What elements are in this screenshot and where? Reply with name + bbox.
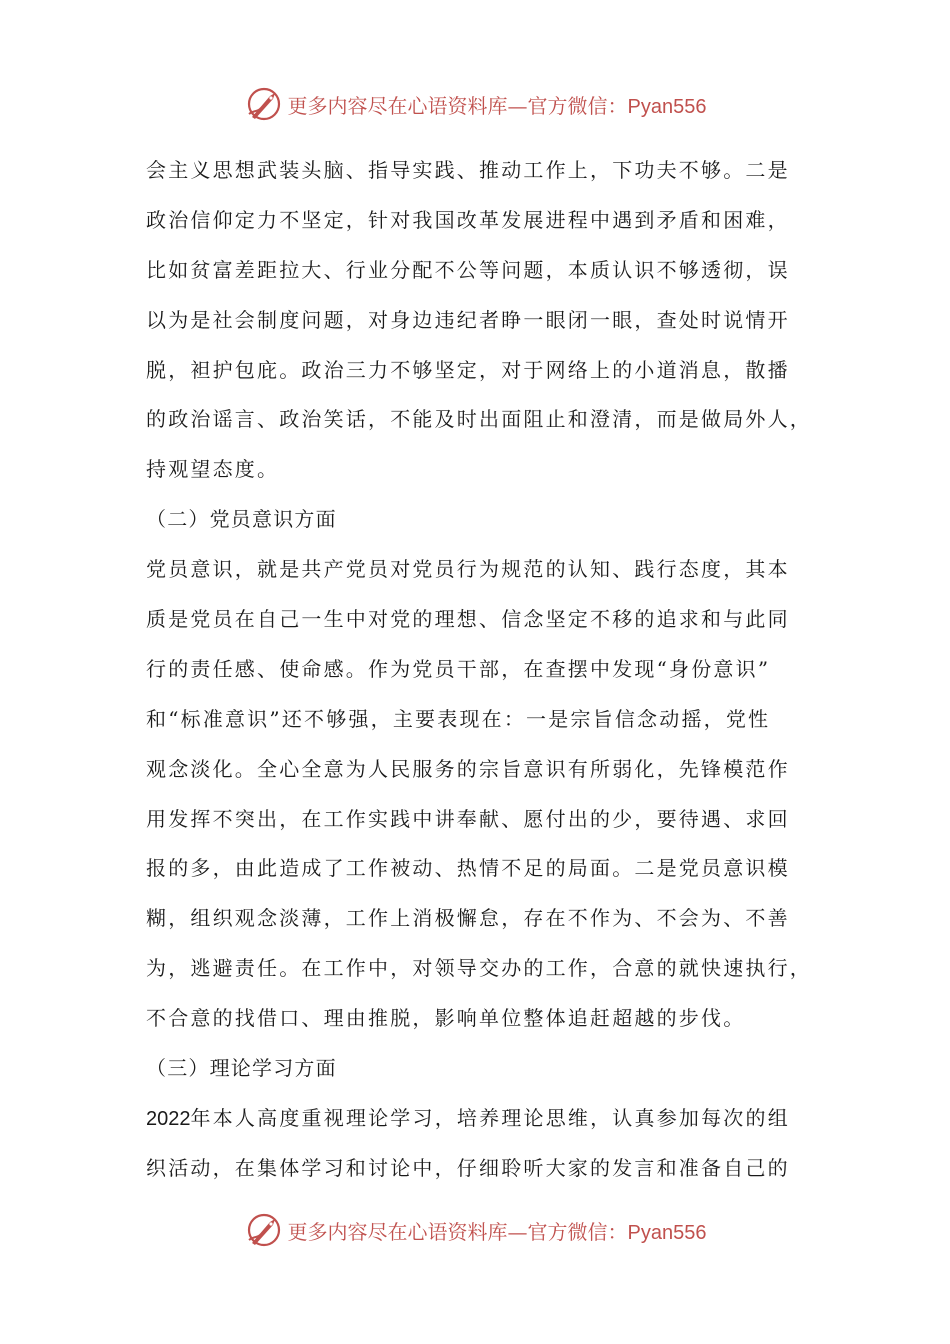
body-line: 质是党员在自己一生中对党的理想、信念坚定不移的追求和与此同: [146, 607, 790, 632]
body-line: 会主义思想武装头脑、指导实践、推动工作上，下功夫不够。二是: [146, 158, 790, 182]
body-line: 持观望态度。: [146, 457, 280, 482]
body-line: 脱，袒护包庇。政治三力不够坚定，对于网络上的小道消息，散播: [146, 357, 790, 382]
header-banner: [0, 82, 950, 126]
pen-nib-logo-icon: [244, 1210, 284, 1250]
footer-banner: [0, 1208, 950, 1252]
body-line: 党员意识，就是共产党员对党员行为规范的认知、践行态度，其本: [146, 557, 790, 582]
header-banner-text: 更多内容尽在心语资料库—官方微信：Pyan556: [287, 93, 707, 118]
body-line: 为，逃避责任。在工作中，对领导交办的工作，合意的就快速执行，: [146, 956, 812, 981]
body-line: 以为是社会制度问题，对身边违纪者睁一眼闭一眼，查处时说情开: [146, 307, 790, 332]
body-line: 报的多，由此造成了工作被动、热情不足的局面。二是党员意识模: [146, 856, 790, 881]
body-line-rest: 年本人高度重视理论学习，培养理论思维，认真参加每次的组: [190, 1105, 790, 1130]
body-line: 和“标准意识”还不够强，主要表现在：一是宗旨信念动摇，党性: [146, 706, 771, 731]
body-line: 用发挥不突出，在工作实践中讲奉献、愿付出的少，要待遇、求回: [146, 806, 790, 831]
year-text: 2022: [146, 1107, 191, 1130]
pen-nib-logo-icon: [244, 84, 284, 124]
body-line: 政治信仰定力不坚定，针对我国改革发展进程中遇到矛盾和困难，: [146, 207, 790, 232]
body-line: 不合意的找借口、理由推脱，影响单位整体追赶超越的步伐。: [146, 1006, 746, 1031]
body-line: 行的责任感、使命感。作为党员干部，在查摆中发现“身份意识”: [146, 656, 771, 681]
section-heading: （二）党员意识方面: [146, 507, 337, 532]
section-heading: （三）理论学习方面: [146, 1056, 337, 1081]
body-line: 观念淡化。全心全意为人民服务的宗旨意识有所弱化，先锋模范作: [146, 756, 790, 781]
document-body: [146, 146, 826, 1194]
body-line: 糊，组织观念淡薄，工作上消极懈怠，存在不作为、不会为、不善: [146, 906, 790, 931]
body-line: 的政治谣言、政治笑话，不能及时出面阻止和澄清，而是做局外人，: [146, 407, 812, 432]
body-line: 比如贫富差距拉大、行业分配不公等问题，本质认识不够透彻，误: [146, 257, 790, 282]
body-line: 织活动，在集体学习和讨论中，仔细聆听大家的发言和准备自己的: [146, 1155, 790, 1180]
footer-banner-text: 更多内容尽在心语资料库—官方微信：Pyan556: [287, 1219, 707, 1244]
body-line: [146, 1094, 826, 1144]
